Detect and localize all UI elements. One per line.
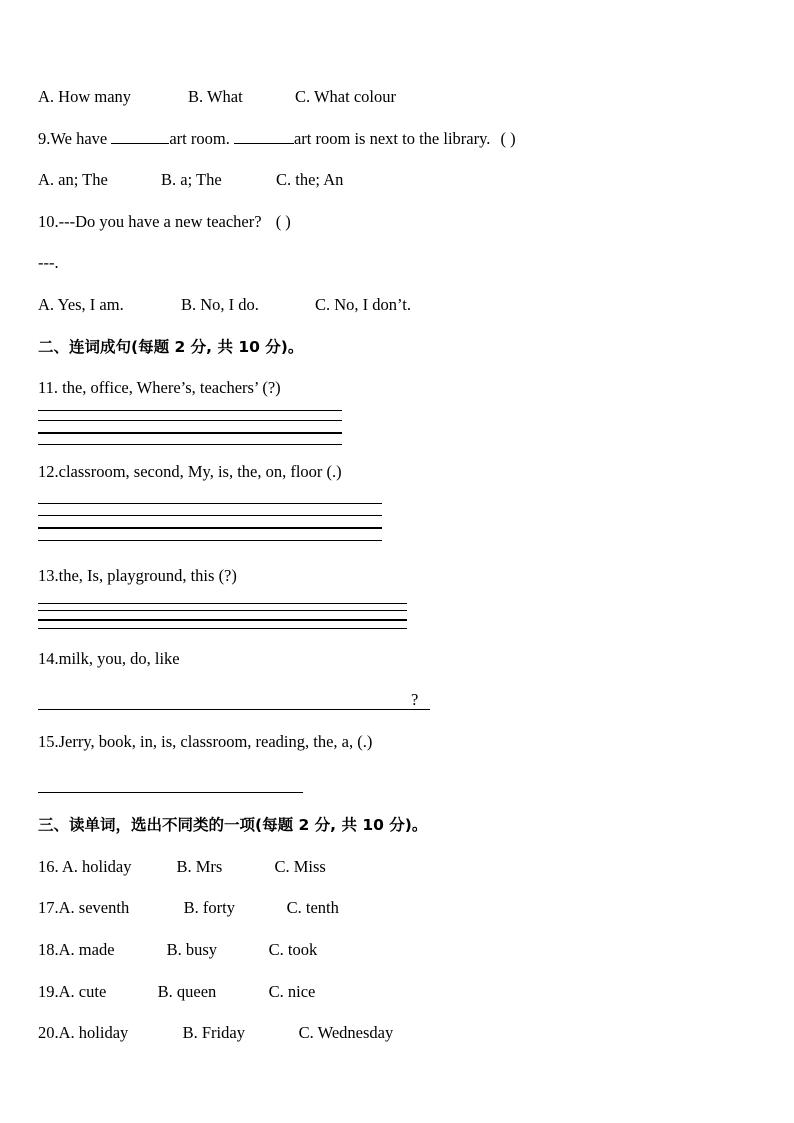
q19-option-a[interactable]: A. cute (58, 982, 107, 1001)
q9-options (38, 170, 343, 190)
q9-question (38, 129, 516, 149)
q12-answer-line-2[interactable] (38, 515, 382, 516)
q8-option-c[interactable]: C. What colour (295, 87, 396, 106)
q9-number: 9. (38, 129, 51, 148)
q18-option-a[interactable]: A. made (58, 940, 115, 959)
q11-answer-line-3[interactable] (38, 432, 342, 434)
q10-text: ---Do you have a new teacher? (58, 212, 262, 231)
q18-option-b[interactable]: B. busy (166, 940, 218, 959)
q11-number: 11 (38, 378, 54, 397)
q14-number: 14. (38, 649, 59, 668)
q10-answer-prompt: ---. (38, 253, 59, 272)
q16-option-c[interactable]: C. Miss (274, 857, 326, 876)
q10-option-c[interactable]: C. No, I don’t. (315, 295, 411, 314)
q19-option-c[interactable]: C. nice (268, 982, 316, 1001)
q8-option-b[interactable]: B. What (188, 87, 243, 106)
q17-option-c[interactable]: C. tenth (286, 898, 339, 917)
q13-answer-line-1[interactable] (38, 603, 407, 604)
q12-number: 12. (38, 462, 59, 481)
q10-number: 10. (38, 212, 59, 231)
q17-row (38, 898, 339, 918)
q12-answer-line-4[interactable] (38, 540, 382, 541)
q18-option-c[interactable]: C. took (268, 940, 318, 959)
q13-prompt (38, 566, 237, 586)
q16-option-b[interactable]: B. Mrs (176, 857, 223, 876)
q8-option-a[interactable]: A. How many (38, 87, 132, 106)
q14-prompt (38, 649, 180, 669)
q11-answer-line-2[interactable] (38, 420, 342, 421)
q9-blank-2[interactable] (234, 129, 294, 144)
q15-number: 15. (38, 732, 59, 751)
q20-number: 20. (38, 1023, 59, 1042)
q18-number: 18. (38, 940, 59, 959)
q9-blank-1[interactable] (111, 129, 169, 144)
q14-end-mark: ? (411, 690, 419, 709)
q14-answer-line[interactable] (38, 709, 430, 710)
q13-words: the, Is, playground, this (?) (58, 566, 237, 585)
q10-answer-bracket[interactable]: ( ) (275, 212, 291, 231)
q10-option-a[interactable]: A. Yes, I am. (38, 295, 124, 314)
q9-part3: art room is next to the library. (293, 129, 491, 148)
q11-answer-line-4[interactable] (38, 444, 342, 445)
q17-option-a[interactable]: A. seventh (58, 898, 130, 917)
q13-answer-line-2[interactable] (38, 610, 407, 611)
q20-option-c[interactable]: C. Wednesday (298, 1023, 394, 1042)
q15-prompt (38, 732, 372, 752)
q15-answer-line[interactable] (38, 792, 303, 793)
q19-number: 19. (38, 982, 59, 1001)
q12-words: classroom, second, My, is, the, on, floor (.) (58, 462, 342, 481)
q9-part2: art room. (169, 129, 230, 148)
q11-answer-line-1[interactable] (38, 410, 342, 411)
q12-answer-line-1[interactable] (38, 503, 382, 504)
q14-words: milk, you, do, like (58, 649, 180, 668)
section-3-heading: 三、读单词，选出不同类的一项(每题 2 分, 共 10 分)。 (38, 816, 428, 834)
q9-option-c[interactable]: C. the; An (276, 170, 344, 189)
q20-option-a[interactable]: A. holiday (58, 1023, 129, 1042)
q11-words: . the, office, Where’s, teachers’ (?) (53, 378, 281, 397)
q9-part1: We have (50, 129, 108, 148)
q16-number: 16 (38, 857, 55, 876)
q9-answer-bracket[interactable]: ( ) (500, 129, 516, 148)
q18-row (38, 940, 317, 960)
q17-number: 17. (38, 898, 59, 917)
q9-option-a[interactable]: A. an; The (38, 170, 108, 189)
q10-option-b[interactable]: B. No, I do. (181, 295, 259, 314)
q13-number: 13. (38, 566, 59, 585)
q13-answer-line-4[interactable] (38, 628, 407, 629)
q8-options (38, 87, 396, 107)
q16-row (38, 857, 326, 877)
q17-option-b[interactable]: B. forty (183, 898, 235, 917)
q15-words: Jerry, book, in, is, classroom, reading, the, a, (.) (58, 732, 373, 751)
q11-prompt (38, 378, 281, 398)
q19-option-b[interactable]: B. queen (157, 982, 217, 1001)
q20-option-b[interactable]: B. Friday (182, 1023, 245, 1042)
q12-answer-line-3[interactable] (38, 527, 382, 529)
section-2-heading: 二、连词成句(每题 2 分, 共 10 分)。 (38, 338, 304, 356)
q13-answer-line-3[interactable] (38, 619, 407, 621)
q9-option-b[interactable]: B. a; The (161, 170, 222, 189)
q10-options (38, 295, 411, 315)
q16-option-a[interactable]: . A. holiday (54, 857, 132, 876)
q19-row (38, 982, 315, 1002)
q20-row (38, 1023, 393, 1043)
q10-question (38, 212, 291, 232)
q12-prompt (38, 462, 342, 482)
